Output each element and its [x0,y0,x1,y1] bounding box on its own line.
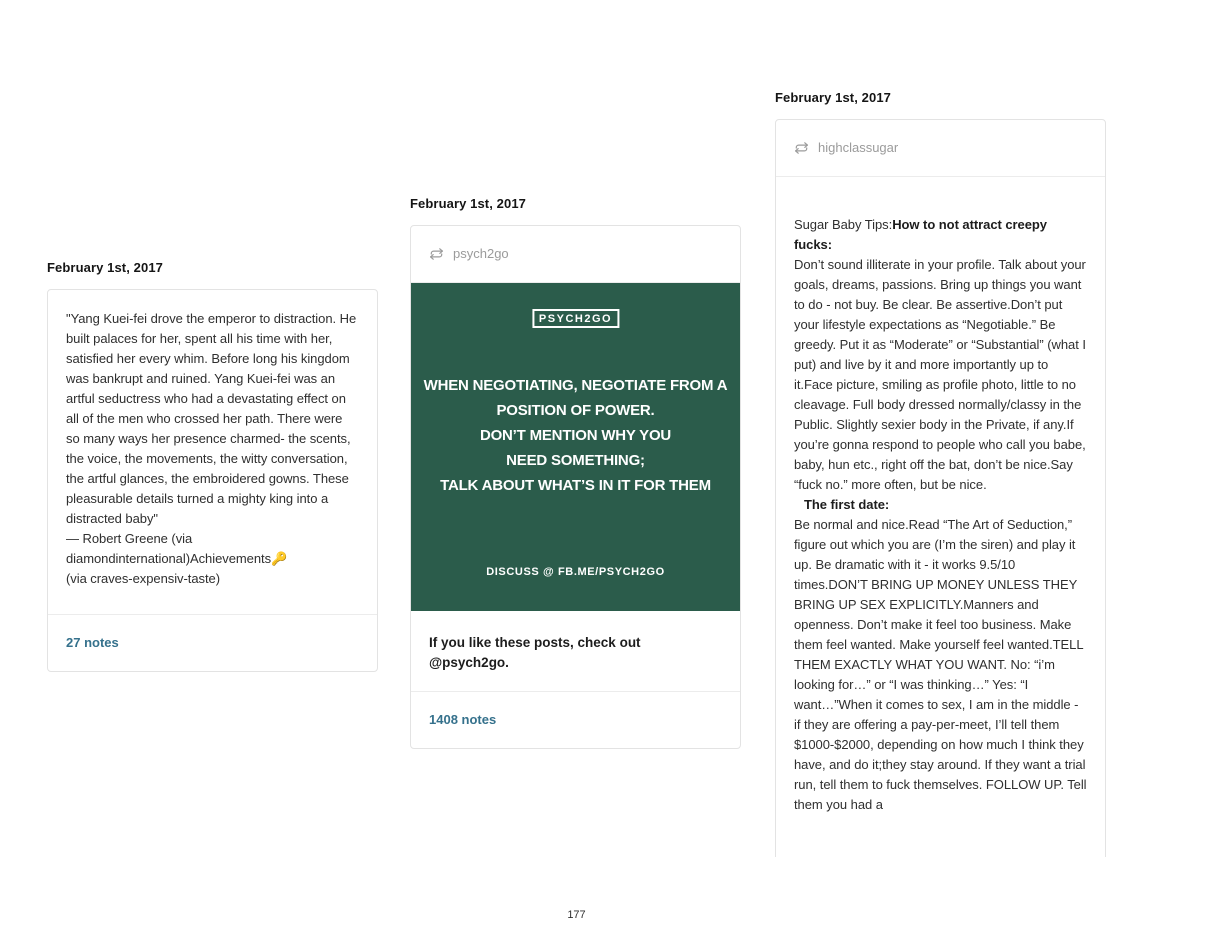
reblog-header [776,120,1105,177]
reblog-username[interactable]: psych2go [453,246,509,261]
post-date: February 1st, 2017 [47,260,163,275]
post-body [48,290,377,614]
notes-link[interactable]: 1408 notes [429,712,497,727]
post-card [47,289,378,672]
image-text-line: POSITION OF POWER. [496,402,655,419]
image-text-line: WHEN NEGOTIATING, NEGOTIATE FROM A [423,377,728,394]
reblog-icon [794,142,809,154]
post-date: February 1st, 2017 [410,196,526,211]
post-date: February 1st, 2017 [775,90,891,105]
psych2go-logo: PSYCH2GO [532,309,619,328]
post-subheading-line [794,495,1087,515]
post-title-bold: How to not attract creepy fucks: [794,217,1047,252]
post-footer [411,691,740,748]
post-title-prefix: Sugar Baby Tips: [794,217,893,232]
post-quote [47,261,378,672]
page-number: 177 [567,909,586,921]
post-card [775,119,1106,857]
post-caption: If you like these posts, check out @psych2go. [429,635,641,670]
image-text-line: DON’T MENTION WHY YOU [479,427,672,444]
reblog-header [411,226,740,283]
reblog-icon [429,248,444,260]
post-paragraph: Don’t sound illiterate in your profile. Talk about your goals, dreams, passions. Bring up things you want to do - not buy. Be clear. Be assertive.Don’t put your lifestyle expectations as “Negotiable.” Be greedy. Put it as “Moderate” or “Substantial” (what I put) and live by it and more importantly up to it.Face picture, smiling as profile photo, little to no cleavage. Full body dressed normally/classy in the Public. Slightly sexier body in the Private, if any.If you’re gonna respond to people who call you babe, baby, hun etc., right off the bat, don’t be nice.Say “fuck no.” more often, but be nice. [794,257,1086,492]
quote-text: "Yang Kuei-fei drove the emperor to distraction. He built palaces for her, spent all his time with her, satisfied her every whim. Before long his kingdom was bankrupt and ruined. Yang Kuei-fei was an artful seductress who had a devastating effect on all of the men who crossed her path. There were so many ways her presence charmed- the scents, the voice, the movements, the witty conversation, the artful glances, the embroidered gowns. These pleasurable details turned a mighty king into a distracted baby" [66,311,357,526]
post-clip-region [775,119,1106,857]
quote-via: (via craves-expensiv-taste) [66,571,220,586]
post-subheading: The first date: [804,497,890,512]
image-text-line: NEED SOMETHING; [506,452,645,469]
post-image-psych2go [410,197,741,749]
reblog-username[interactable]: highclassugar [818,140,899,155]
quote-attribution: — Robert Greene (via diamondinternational)Achievements🔑 [66,531,288,566]
post-title-line [794,215,1087,255]
post-text-highclassugar [775,91,1106,857]
notes-link[interactable]: 27 notes [66,635,119,650]
image-footer-text: DISCUSS @ FB.ME/PSYCH2GO [486,566,665,578]
post-body [776,177,1105,835]
post-image [411,283,740,611]
image-text-line: TALK ABOUT WHAT’S IN IT FOR THEM [440,477,711,494]
post-card [410,225,741,749]
post-footer [48,614,377,671]
image-quote-block [411,373,740,498]
post-paragraph: Be normal and nice.Read “The Art of Seduction,” figure out which you are (I’m the siren) and play it up. Be dramatic with it - it works 9.5/10 times.DON’T BRING UP MONEY UNLESS THEY BRING UP SEX EXPLICITLY.Manners and openness. Don’t make it feel too business. Make them feel wanted. Make yourself feel wanted.TELL THEM EXACTLY WHAT YOU WANT. No: “i’m looking for…” or “I was thinking…” Yes: “I want…”When it comes to sex, I am in the middle - if they are offering a pay-per-meet, I’ll tell them $1000-$2000, depending on how much I think they have, and do it;they stay around. If they want a trial run, tell them to fuck themselves. FOLLOW UP. Tell them you had a [794,517,1087,812]
